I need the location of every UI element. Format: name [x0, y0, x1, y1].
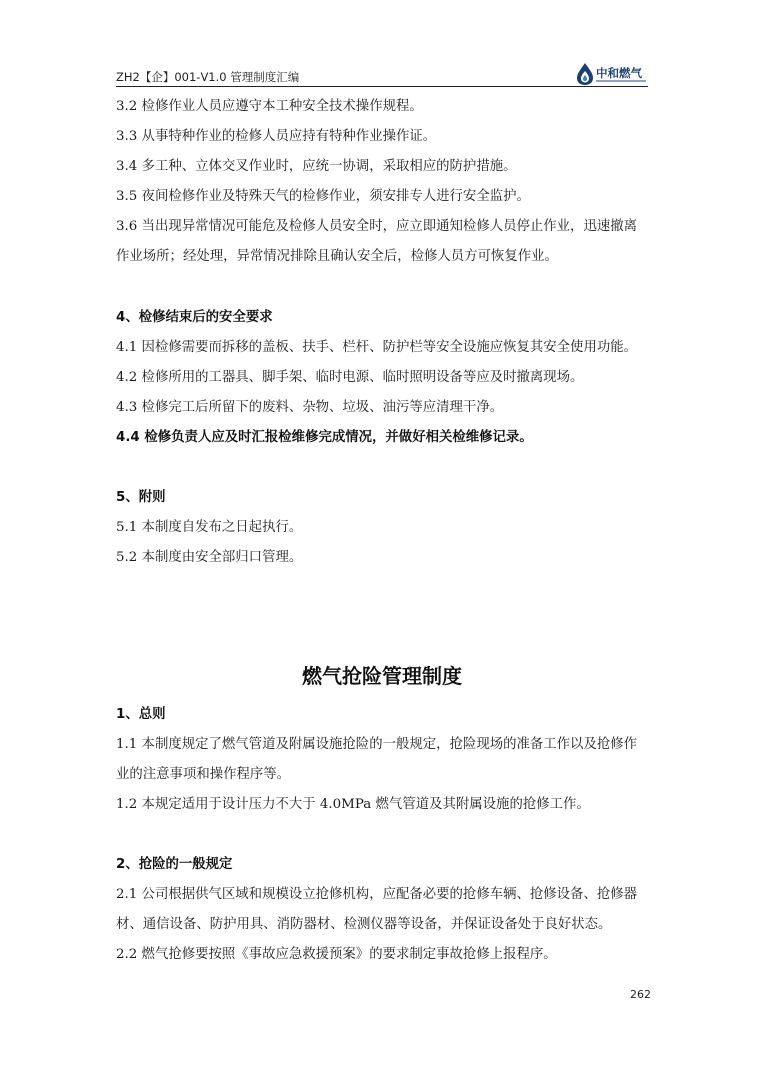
clause-1-1-cont: 业的注意事项和操作程序等。	[116, 767, 291, 782]
clause-4-1: 4.1 因检修需要而拆移的盖板、扶手、栏杆、防护栏等安全设施应恢复其安全使用功能。	[116, 340, 638, 355]
clause-2-2: 2.2 燃气抢修要按照《事故应急救援预案》的要求制定事故抢修上报程序。	[116, 947, 557, 962]
company-logo	[575, 62, 647, 86]
gas-flame-logo-icon	[575, 62, 595, 86]
clause-3-2: 3.2 检修作业人员应遵守本工种安全技术操作规程。	[116, 99, 423, 114]
clause-4-2: 4.2 检修所用的工器具、脚手架、临时电源、临时照明设备等应及时撤离现场。	[116, 370, 584, 385]
logo-underline	[596, 80, 646, 82]
clause-3-5: 3.5 夜间检修作业及特殊天气的检修作业，须安排专人进行安全监护。	[116, 189, 530, 204]
document-title: 燃气抢险管理制度	[302, 664, 462, 688]
clause-1-2: 1.2 本规定适用于设计压力不大于 4.0MPa 燃气管道及其附属设施的抢修工作。	[116, 797, 590, 812]
header-divider	[116, 86, 648, 87]
clause-3-4: 3.4 多工种、立体交叉作业时，应统一协调，采取相应的防护措施。	[116, 159, 517, 174]
section-4-heading: 4、检修结束后的安全要求	[116, 310, 273, 325]
page-number: 262	[630, 988, 651, 1001]
clause-3-3: 3.3 从事特种作业的检修人员应持有特种作业操作证。	[116, 129, 437, 144]
clause-1-1: 1.1 本制度规定了燃气管道及附属设施抢险的一般规定，抢险现场的准备工作以及抢修作	[116, 737, 638, 752]
logo-text: 中和燃气	[596, 66, 642, 80]
clause-2-1: 2.1 公司根据供气区域和规模设立抢修机构，应配备必要的抢修车辆、抢修设备、抢修器	[116, 887, 638, 902]
clause-4-3: 4.3 检修完工后所留下的废料、杂物、垃圾、油污等应清理干净。	[116, 400, 504, 415]
section-1-heading: 1、总则	[116, 707, 166, 722]
clause-5-1: 5.1 本制度自发布之日起执行。	[116, 520, 303, 535]
clause-3-6: 3.6 当出现异常情况可能危及检修人员安全时，应立即通知检修人员停止作业，迅速撤离	[116, 219, 638, 234]
section-2-heading: 2、抢险的一般规定	[116, 857, 233, 872]
clause-3-6-cont: 作业场所；经处理，异常情况排除且确认安全后，检修人员方可恢复作业。	[116, 249, 558, 264]
clause-5-2: 5.2 本制度由安全部归口管理。	[116, 550, 303, 565]
clause-4-4: 4.4 检修负责人应及时汇报检维修完成情况，并做好相关检维修记录。	[116, 430, 533, 445]
clause-2-1-cont: 材、通信设备、防护用具、消防器材、检测仪器等设备，并保证设备处于良好状态。	[116, 917, 612, 932]
section-5-heading: 5、附则	[116, 490, 166, 505]
document-code: ZH2【企】001-V1.0 管理制度汇编	[116, 70, 300, 84]
